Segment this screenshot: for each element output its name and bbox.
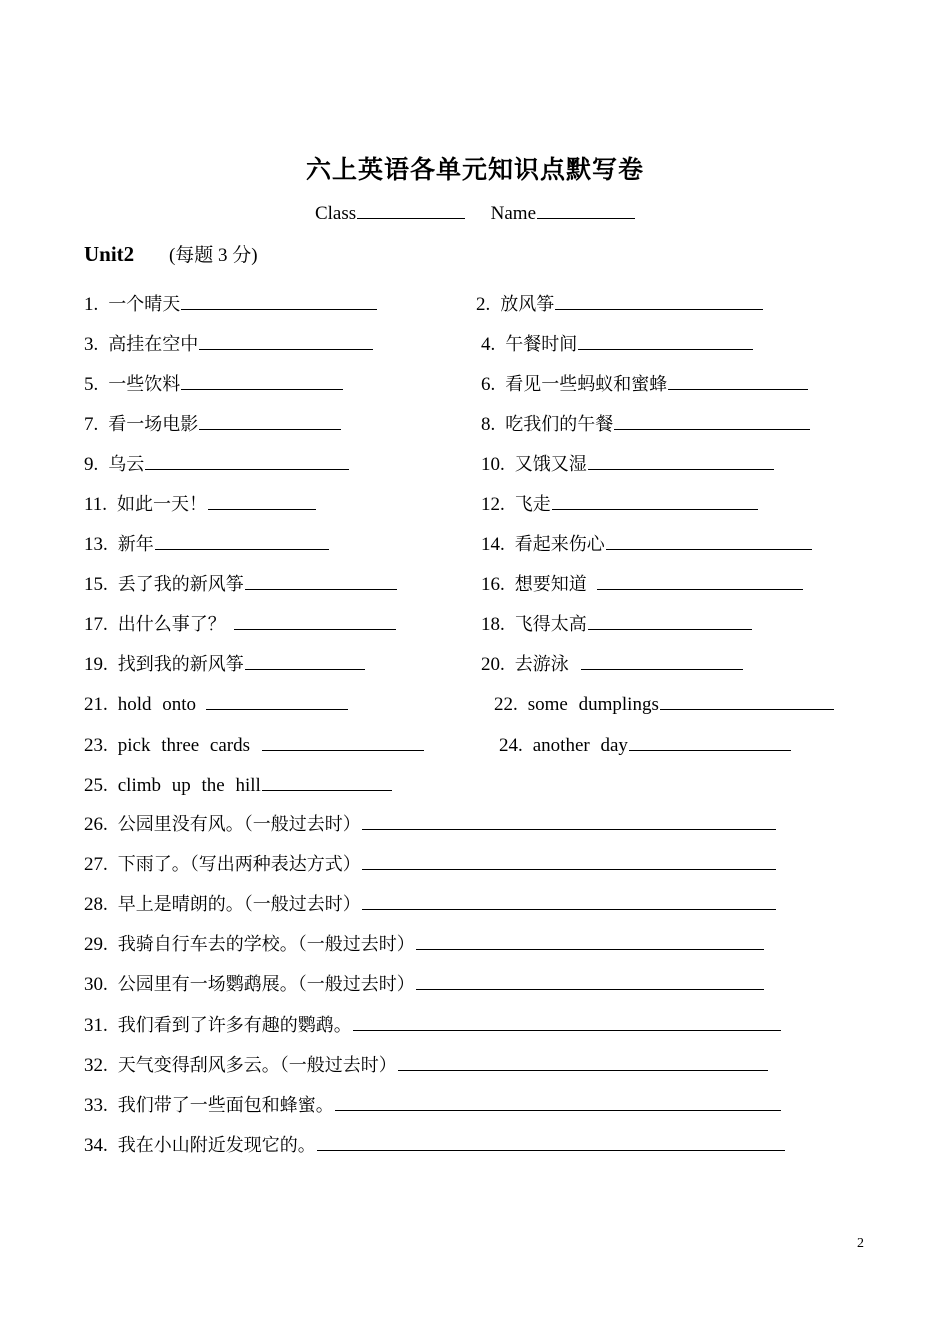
question-item: 24. another day xyxy=(499,732,791,758)
answer-blank[interactable] xyxy=(398,1052,768,1071)
answer-blank[interactable] xyxy=(181,291,377,310)
question-item: 32. 天气变得刮风多云。（一般过去时） xyxy=(84,1052,768,1078)
question-item: 3. 高挂在空中 xyxy=(84,331,373,357)
answer-blank[interactable] xyxy=(181,371,343,390)
answer-blank[interactable] xyxy=(199,331,373,350)
answer-blank[interactable] xyxy=(606,531,812,550)
question-item: 10. 又饿又湿 xyxy=(481,451,774,477)
answer-blank[interactable] xyxy=(199,411,341,430)
question-item: 34. 我在小山附近发现它的。 xyxy=(84,1132,785,1158)
name-blank[interactable] xyxy=(537,200,635,219)
question-item: 15. 丢了我的新风筝 xyxy=(84,571,397,597)
answer-blank[interactable] xyxy=(416,931,764,950)
answer-blank[interactable] xyxy=(578,331,753,350)
answer-blank[interactable] xyxy=(362,851,776,870)
question-item: 30. 公园里有一场鹦鹉展。（一般过去时） xyxy=(84,971,764,997)
answer-blank[interactable] xyxy=(668,371,808,390)
question-item: 18. 飞得太高 xyxy=(481,611,752,637)
question-item: 25. climb up the hill xyxy=(84,772,392,798)
page-title: 六上英语各单元知识点默写卷 xyxy=(305,155,644,184)
question-item: 13. 新年 xyxy=(84,531,329,557)
question-item: 27. 下雨了。（写出两种表达方式） xyxy=(84,851,776,877)
score-note: (每题 3 分) xyxy=(168,245,258,266)
question-item: 2. 放风筝 xyxy=(476,291,763,317)
question-item: 17. 出什么事了？ xyxy=(84,611,396,637)
name-label: Name xyxy=(490,203,537,224)
unit-heading xyxy=(84,240,258,267)
answer-blank[interactable] xyxy=(145,451,349,470)
question-item: 29. 我骑自行车去的学校。（一般过去时） xyxy=(84,931,764,957)
question-item: 23. pick three cards xyxy=(84,732,424,758)
answer-blank[interactable] xyxy=(362,811,776,830)
answer-blank[interactable] xyxy=(629,732,791,751)
question-item: 11. 如此一天！ xyxy=(84,491,316,517)
page-number: 2 xyxy=(857,1236,864,1251)
student-info-line xyxy=(0,200,950,225)
question-item: 28. 早上是晴朗的。（一般过去时） xyxy=(84,891,776,917)
answer-blank[interactable] xyxy=(206,691,348,710)
answer-blank[interactable] xyxy=(262,732,424,751)
class-blank[interactable] xyxy=(357,200,465,219)
class-label: Class xyxy=(314,203,357,224)
question-item: 33. 我们带了一些面包和蜂蜜。 xyxy=(84,1092,781,1118)
question-item: 5. 一些饮料 xyxy=(84,371,343,397)
answer-blank[interactable] xyxy=(555,291,763,310)
answer-blank[interactable] xyxy=(588,451,774,470)
question-item: 8. 吃我们的午餐 xyxy=(481,411,810,437)
answer-blank[interactable] xyxy=(335,1092,781,1111)
answer-blank[interactable] xyxy=(317,1132,785,1151)
answer-blank[interactable] xyxy=(416,971,764,990)
question-item: 4. 午餐时间 xyxy=(481,331,753,357)
answer-blank[interactable] xyxy=(581,651,743,670)
answer-blank[interactable] xyxy=(245,571,397,590)
question-item: 20. 去游泳 xyxy=(481,651,743,677)
question-item: 22. some dumplings xyxy=(494,691,834,717)
question-item: 12. 飞走 xyxy=(481,491,758,517)
question-item: 1. 一个晴天 xyxy=(84,291,377,317)
question-item: 9. 乌云 xyxy=(84,451,349,477)
answer-blank[interactable] xyxy=(588,611,752,630)
question-item: 14. 看起来伤心 xyxy=(481,531,812,557)
answer-blank[interactable] xyxy=(353,1012,781,1031)
answer-blank[interactable] xyxy=(208,491,316,510)
answer-blank[interactable] xyxy=(614,411,810,430)
question-item: 7. 看一场电影 xyxy=(84,411,341,437)
question-item: 19. 找到我的新风筝 xyxy=(84,651,365,677)
answer-blank[interactable] xyxy=(552,491,758,510)
answer-blank[interactable] xyxy=(362,891,776,910)
question-item: 21. hold onto xyxy=(84,691,348,717)
answer-blank[interactable] xyxy=(234,611,396,630)
unit-label: Unit2 xyxy=(84,242,135,266)
question-item: 16. 想要知道 xyxy=(481,571,803,597)
answer-blank[interactable] xyxy=(597,571,803,590)
answer-blank[interactable] xyxy=(155,531,329,550)
question-item: 26. 公园里没有风。（一般过去时） xyxy=(84,811,776,837)
question-item: 31. 我们看到了许多有趣的鹦鹉。 xyxy=(84,1012,781,1038)
question-item: 6. 看见一些蚂蚁和蜜蜂 xyxy=(481,371,808,397)
answer-blank[interactable] xyxy=(262,772,392,791)
answer-blank[interactable] xyxy=(245,651,365,670)
answer-blank[interactable] xyxy=(660,691,834,710)
